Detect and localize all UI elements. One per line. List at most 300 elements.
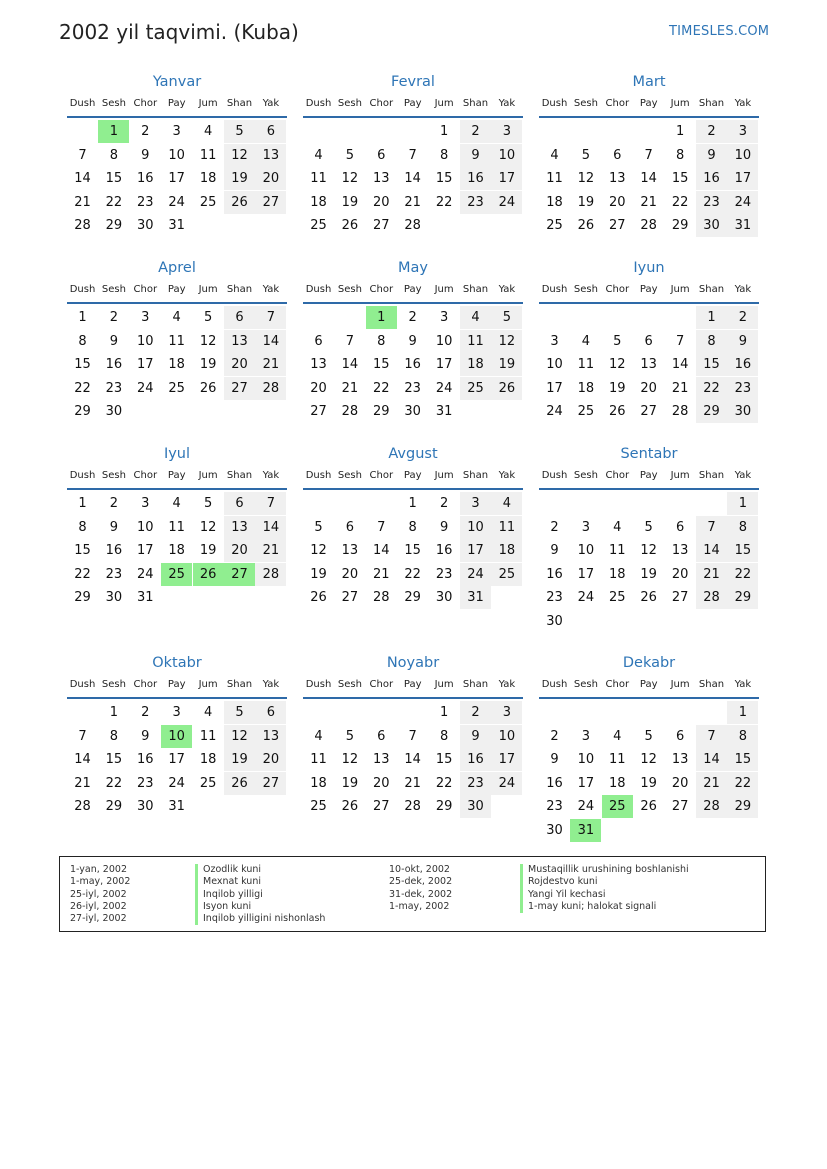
day-cell: 28 — [640, 218, 657, 234]
weekday-label: Yak — [734, 284, 752, 295]
day-cell: 27 — [310, 404, 327, 420]
header-divider — [67, 116, 287, 118]
day-cell: 29 — [373, 404, 390, 420]
day-cell: 13 — [373, 171, 390, 187]
day-cell: 30 — [137, 799, 154, 815]
header-divider — [303, 116, 523, 118]
weekday-label: Yak — [498, 98, 516, 109]
legend-dates-col-1 — [70, 864, 130, 925]
day-cell: 3 — [550, 333, 559, 349]
day-cell: 4 — [172, 496, 181, 511]
day-cell: 4 — [172, 310, 181, 325]
day-cell: 21 — [671, 380, 689, 396]
day-cell: 12 — [609, 357, 626, 373]
day-cell: 28 — [341, 404, 359, 420]
weekday-label: Sesh — [573, 284, 598, 295]
day-cell: 6 — [345, 519, 355, 535]
weekday-label: Jum — [198, 284, 218, 295]
day-cell: 11 — [577, 357, 595, 373]
day-cell: 6 — [675, 519, 685, 535]
day-cell: 19 — [224, 748, 255, 771]
day-cell: 22 — [105, 775, 123, 791]
legend-item: 26-iyl, 2002 — [70, 900, 127, 912]
weekday-label: Shan — [226, 284, 253, 295]
day-cell: 27 — [255, 191, 286, 214]
header-divider — [67, 697, 287, 699]
day-cell: 11 — [310, 752, 327, 768]
day-cell: 6 — [224, 492, 255, 515]
day-cell: 9 — [141, 728, 150, 744]
day-cell: 17 — [577, 566, 595, 582]
day-cell: 25 — [168, 380, 185, 396]
day-cell: 12 — [577, 171, 595, 187]
day-cell: 7 — [78, 147, 87, 163]
day-cell: 15 — [727, 748, 758, 771]
day-cell: 7 — [377, 519, 386, 535]
day-cell: 2 — [460, 701, 491, 724]
day-cell: 13 — [255, 144, 286, 167]
month-name: Sentabr — [620, 446, 678, 462]
day-cell: 10 — [137, 519, 154, 535]
weekday-label: Sesh — [573, 679, 598, 690]
day-cell: 29 — [435, 799, 453, 815]
day-cell: 10 — [168, 147, 185, 163]
legend-item: Yangi Yil kechasi — [520, 889, 689, 901]
day-cell: 27 — [341, 590, 359, 606]
day-cell: 25 — [310, 799, 327, 815]
day-cell: 13 — [255, 725, 286, 748]
day-cell: 9 — [550, 752, 559, 768]
weekday-label: Pay — [167, 284, 186, 295]
day-cell: 30 — [460, 795, 491, 818]
day-cell: 8 — [439, 147, 449, 163]
day-cell: 24 — [577, 799, 595, 815]
day-cell: 19 — [224, 167, 255, 190]
day-cell: 23 — [696, 191, 727, 214]
day-cell: 26 — [224, 191, 255, 214]
weekday-label: Sesh — [337, 284, 362, 295]
day-cell: 14 — [404, 752, 421, 768]
day-cell: 22 — [74, 380, 91, 396]
weekday-label: Shan — [226, 98, 253, 109]
day-cell: 17 — [491, 748, 522, 771]
day-cell: 29 — [671, 218, 689, 234]
day-cell: 15 — [404, 543, 421, 559]
day-cell: 11 — [460, 330, 491, 353]
day-cell: 26 — [577, 218, 595, 234]
weekday-label: Jum — [670, 284, 690, 295]
day-cell: 18 — [546, 194, 563, 210]
weekday-label: Yak — [262, 284, 280, 295]
weekday-label: Sesh — [337, 679, 362, 690]
header-divider — [539, 116, 759, 118]
day-cell: 31 — [727, 214, 758, 237]
day-cell: 31 — [168, 799, 185, 815]
day-cell: 11 — [609, 543, 626, 559]
day-cell: 26 — [310, 590, 327, 606]
day-cell: 8 — [727, 725, 758, 748]
day-cell: 8 — [439, 728, 449, 744]
weekday-label: Sesh — [573, 470, 598, 481]
day-cell: 27 — [640, 404, 657, 420]
weekday-header — [67, 284, 287, 298]
day-cell: 21 — [404, 775, 421, 791]
weekday-label: Chor — [133, 284, 158, 295]
day-cell: 21 — [255, 539, 286, 562]
weekday-label: Dush — [69, 98, 96, 109]
day-cell: 28 — [255, 377, 286, 400]
day-cell: 13 — [373, 752, 390, 768]
day-cell: 30 — [105, 404, 123, 420]
day-cell: 22 — [435, 775, 453, 791]
day-cell: 3 — [491, 701, 522, 724]
header-divider — [303, 488, 523, 490]
day-cell: 29 — [404, 590, 421, 606]
day-cell: 15 — [727, 539, 758, 562]
day-cell: 24 — [491, 772, 522, 795]
weekday-label: Jum — [434, 470, 454, 481]
day-cell: 18 — [609, 775, 626, 791]
day-cell: 10 — [546, 357, 563, 373]
day-cell: 20 — [609, 194, 626, 210]
month-name: Dekabr — [622, 655, 676, 671]
day-cell: 12 — [224, 725, 255, 748]
day-cell: 24 — [435, 380, 453, 396]
day-cell: 1 — [408, 496, 417, 511]
day-cell: 16 — [137, 171, 154, 187]
day-cell: 3 — [172, 124, 181, 139]
day-cell: 26 — [609, 404, 626, 420]
day-cell: 6 — [377, 147, 386, 163]
day-cell: 2 — [109, 496, 119, 511]
day-cell: 3 — [727, 120, 758, 143]
weekday-label: Dush — [541, 679, 568, 690]
day-cell: 2 — [439, 496, 449, 511]
weekday-header — [539, 98, 759, 112]
legend-item: 31-dek, 2002 — [389, 888, 453, 900]
day-cell: 14 — [74, 171, 91, 187]
day-cell: 16 — [404, 357, 421, 373]
day-cell: 27 — [224, 377, 255, 400]
day-cell: 4 — [613, 519, 622, 535]
day-cell: 14 — [404, 171, 421, 187]
day-cell: 8 — [377, 333, 386, 349]
day-cell: 21 — [696, 563, 727, 586]
day-cell: 12 — [491, 330, 522, 353]
day-cell: 30 — [137, 218, 154, 234]
day-cell: 7 — [696, 516, 727, 539]
day-cell: 11 — [199, 728, 217, 744]
day-cell: 19 — [341, 775, 359, 791]
day-cell: 21 — [696, 772, 727, 795]
holiday-day-cell: 26 — [193, 563, 224, 586]
day-cell: 9 — [109, 519, 119, 535]
weekday-label: Dush — [541, 470, 568, 481]
weekday-label: Dush — [541, 284, 568, 295]
day-cell: 15 — [105, 752, 123, 768]
month-name: Noyabr — [386, 655, 440, 671]
day-cell: 4 — [460, 306, 491, 329]
weekday-label: Chor — [369, 98, 394, 109]
day-cell: 18 — [491, 539, 522, 562]
day-cell: 3 — [141, 310, 150, 325]
weekday-label: Sesh — [101, 284, 126, 295]
day-cell: 23 — [435, 566, 453, 582]
day-cell: 18 — [168, 543, 185, 559]
day-cell: 7 — [255, 492, 286, 515]
day-cell: 13 — [609, 171, 626, 187]
weekday-label: Dush — [305, 284, 332, 295]
day-cell: 6 — [224, 306, 255, 329]
day-cell: 15 — [696, 353, 727, 376]
day-cell: 26 — [224, 772, 255, 795]
day-cell: 18 — [310, 194, 327, 210]
day-cell: 15 — [435, 752, 453, 768]
day-cell: 28 — [696, 795, 727, 818]
weekday-label: Yak — [262, 470, 280, 481]
day-cell: 29 — [727, 586, 758, 609]
day-cell: 24 — [137, 380, 154, 396]
day-cell: 29 — [105, 799, 123, 815]
day-cell: 5 — [224, 120, 255, 143]
brand-link[interactable]: TIMESLES.COM — [669, 24, 770, 39]
day-cell: 11 — [609, 752, 626, 768]
day-cell: 7 — [675, 333, 685, 349]
day-cell: 24 — [577, 590, 595, 606]
weekday-label: Dush — [305, 98, 332, 109]
day-cell: 4 — [581, 333, 591, 349]
day-cell: 25 — [577, 404, 595, 420]
day-cell: 24 — [168, 775, 185, 791]
day-cell: 9 — [141, 147, 150, 163]
day-cell: 6 — [675, 728, 685, 744]
day-cell: 2 — [550, 728, 559, 744]
day-cell: 29 — [696, 400, 727, 423]
day-cell: 31 — [435, 404, 453, 420]
day-cell: 5 — [644, 519, 653, 535]
weekday-header — [303, 679, 523, 693]
day-cell: 30 — [546, 823, 563, 838]
weekday-label: Chor — [369, 470, 394, 481]
weekday-label: Jum — [670, 679, 690, 690]
weekday-header — [303, 470, 523, 484]
legend-item: 27-iyl, 2002 — [70, 913, 127, 925]
day-cell: 25 — [199, 775, 217, 791]
day-cell: 1 — [727, 492, 758, 515]
month-name: Aprel — [158, 260, 196, 276]
legend-item: 1-may, 2002 — [70, 876, 131, 888]
header-divider — [67, 302, 287, 304]
day-cell: 2 — [727, 306, 758, 329]
day-cell: 16 — [727, 353, 758, 376]
day-cell: 4 — [314, 728, 323, 744]
day-cell: 11 — [168, 333, 185, 349]
weekday-label: Pay — [403, 284, 422, 295]
day-cell: 24 — [168, 194, 185, 210]
day-cell: 29 — [74, 590, 91, 606]
day-cell: 8 — [727, 516, 758, 539]
day-cell: 14 — [640, 171, 657, 187]
day-cell: 18 — [460, 353, 491, 376]
day-cell: 10 — [727, 144, 758, 167]
day-cell: 4 — [550, 147, 559, 163]
day-cell: 7 — [408, 147, 417, 163]
day-cell: 16 — [137, 752, 154, 768]
day-cell: 7 — [408, 728, 417, 744]
day-cell: 19 — [199, 357, 217, 373]
day-cell: 23 — [546, 590, 563, 606]
header-divider — [67, 488, 287, 490]
day-cell: 2 — [696, 120, 727, 143]
day-cell: 17 — [137, 357, 154, 373]
weekday-label: Dush — [305, 470, 332, 481]
month-name: Mart — [632, 74, 666, 90]
day-cell: 11 — [491, 516, 522, 539]
day-cell: 22 — [435, 194, 453, 210]
day-cell: 12 — [199, 333, 217, 349]
day-cell: 28 — [696, 586, 727, 609]
weekday-label: Pay — [403, 679, 422, 690]
legend-item: Ozodlik kuni — [195, 864, 325, 876]
legend-item: 25-dek, 2002 — [389, 876, 453, 888]
day-cell: 17 — [435, 357, 453, 373]
day-cell: 28 — [404, 799, 421, 815]
header-divider — [303, 697, 523, 699]
day-cell: 23 — [546, 799, 563, 815]
weekday-label: Jum — [670, 470, 690, 481]
day-cell: 1 — [109, 705, 119, 720]
day-cell: 20 — [255, 748, 286, 771]
day-cell: 25 — [609, 590, 626, 606]
weekday-label: Yak — [498, 679, 516, 690]
day-cell: 10 — [577, 543, 595, 559]
day-cell: 23 — [460, 772, 491, 795]
weekday-label: Dush — [69, 284, 96, 295]
day-cell: 14 — [255, 516, 286, 539]
day-cell: 18 — [609, 566, 626, 582]
weekday-label: Sesh — [573, 98, 598, 109]
weekday-label: Shan — [698, 98, 725, 109]
day-cell: 6 — [255, 701, 286, 724]
day-cell: 17 — [577, 775, 595, 791]
day-cell: 4 — [491, 492, 522, 515]
day-cell: 28 — [373, 590, 390, 606]
day-cell: 18 — [199, 171, 217, 187]
weekday-label: Shan — [698, 679, 725, 690]
day-cell: 13 — [671, 752, 689, 768]
holiday-day-cell: 31 — [570, 819, 601, 842]
day-cell: 1 — [696, 306, 727, 329]
day-cell: 25 — [310, 218, 327, 234]
weekday-label: Yak — [262, 98, 280, 109]
day-cell: 9 — [109, 333, 119, 349]
day-cell: 19 — [577, 194, 595, 210]
day-cell: 8 — [675, 147, 685, 163]
weekday-label: Dush — [69, 470, 96, 481]
day-cell: 9 — [439, 519, 449, 535]
day-cell: 24 — [491, 191, 522, 214]
weekday-label: Pay — [639, 284, 658, 295]
month-name: Fevral — [391, 74, 435, 90]
weekday-label: Yak — [734, 679, 752, 690]
day-cell: 10 — [491, 144, 522, 167]
day-cell: 20 — [373, 775, 390, 791]
day-cell: 5 — [224, 701, 255, 724]
weekday-label: Chor — [133, 98, 158, 109]
day-cell: 11 — [546, 171, 563, 187]
day-cell: 21 — [404, 194, 421, 210]
day-cell: 22 — [727, 772, 758, 795]
day-cell: 20 — [640, 380, 657, 396]
day-cell: 28 — [404, 218, 421, 234]
day-cell: 4 — [203, 705, 213, 720]
weekday-label: Sesh — [337, 98, 362, 109]
day-cell: 12 — [199, 519, 217, 535]
day-cell: 16 — [460, 748, 491, 771]
month-name: Iyun — [633, 260, 665, 276]
header-divider — [539, 697, 759, 699]
day-cell: 30 — [546, 614, 563, 629]
day-cell: 2 — [408, 310, 417, 325]
day-cell: 17 — [727, 167, 758, 190]
day-cell: 13 — [341, 543, 359, 559]
day-cell: 1 — [439, 124, 449, 139]
day-cell: 27 — [373, 218, 390, 234]
day-cell: 9 — [460, 725, 491, 748]
day-cell: 10 — [460, 516, 491, 539]
weekday-label: Sesh — [101, 98, 126, 109]
weekday-label: Yak — [262, 679, 280, 690]
weekday-label: Shan — [462, 470, 489, 481]
day-cell: 8 — [78, 519, 87, 535]
weekday-label: Pay — [167, 470, 186, 481]
day-cell: 29 — [105, 218, 123, 234]
day-cell: 28 — [255, 563, 286, 586]
holiday-day-cell: 10 — [161, 725, 192, 748]
weekday-label: Jum — [434, 284, 454, 295]
day-cell: 26 — [199, 380, 217, 396]
day-cell: 9 — [408, 333, 417, 349]
day-cell: 14 — [696, 748, 727, 771]
day-cell: 16 — [460, 167, 491, 190]
day-cell: 21 — [255, 353, 286, 376]
weekday-label: Shan — [462, 679, 489, 690]
day-cell: 8 — [109, 147, 119, 163]
day-cell: 15 — [105, 171, 123, 187]
day-cell: 14 — [373, 543, 390, 559]
day-cell: 12 — [224, 144, 255, 167]
weekday-label: Pay — [639, 98, 658, 109]
day-cell: 26 — [491, 377, 522, 400]
day-cell: 10 — [435, 333, 453, 349]
day-cell: 13 — [640, 357, 657, 373]
weekday-header — [539, 679, 759, 693]
day-cell: 20 — [671, 775, 689, 791]
day-cell: 17 — [137, 543, 154, 559]
day-cell: 14 — [341, 357, 359, 373]
day-cell: 21 — [341, 380, 359, 396]
day-cell: 8 — [408, 519, 417, 535]
day-cell: 11 — [199, 147, 217, 163]
day-cell: 23 — [404, 380, 421, 396]
day-cell: 22 — [696, 377, 727, 400]
day-cell: 7 — [78, 728, 87, 744]
day-cell: 14 — [255, 330, 286, 353]
legend-item: 1-yan, 2002 — [70, 864, 127, 875]
day-cell: 27 — [671, 799, 689, 815]
day-cell: 28 — [74, 799, 91, 815]
day-cell: 6 — [644, 333, 653, 349]
